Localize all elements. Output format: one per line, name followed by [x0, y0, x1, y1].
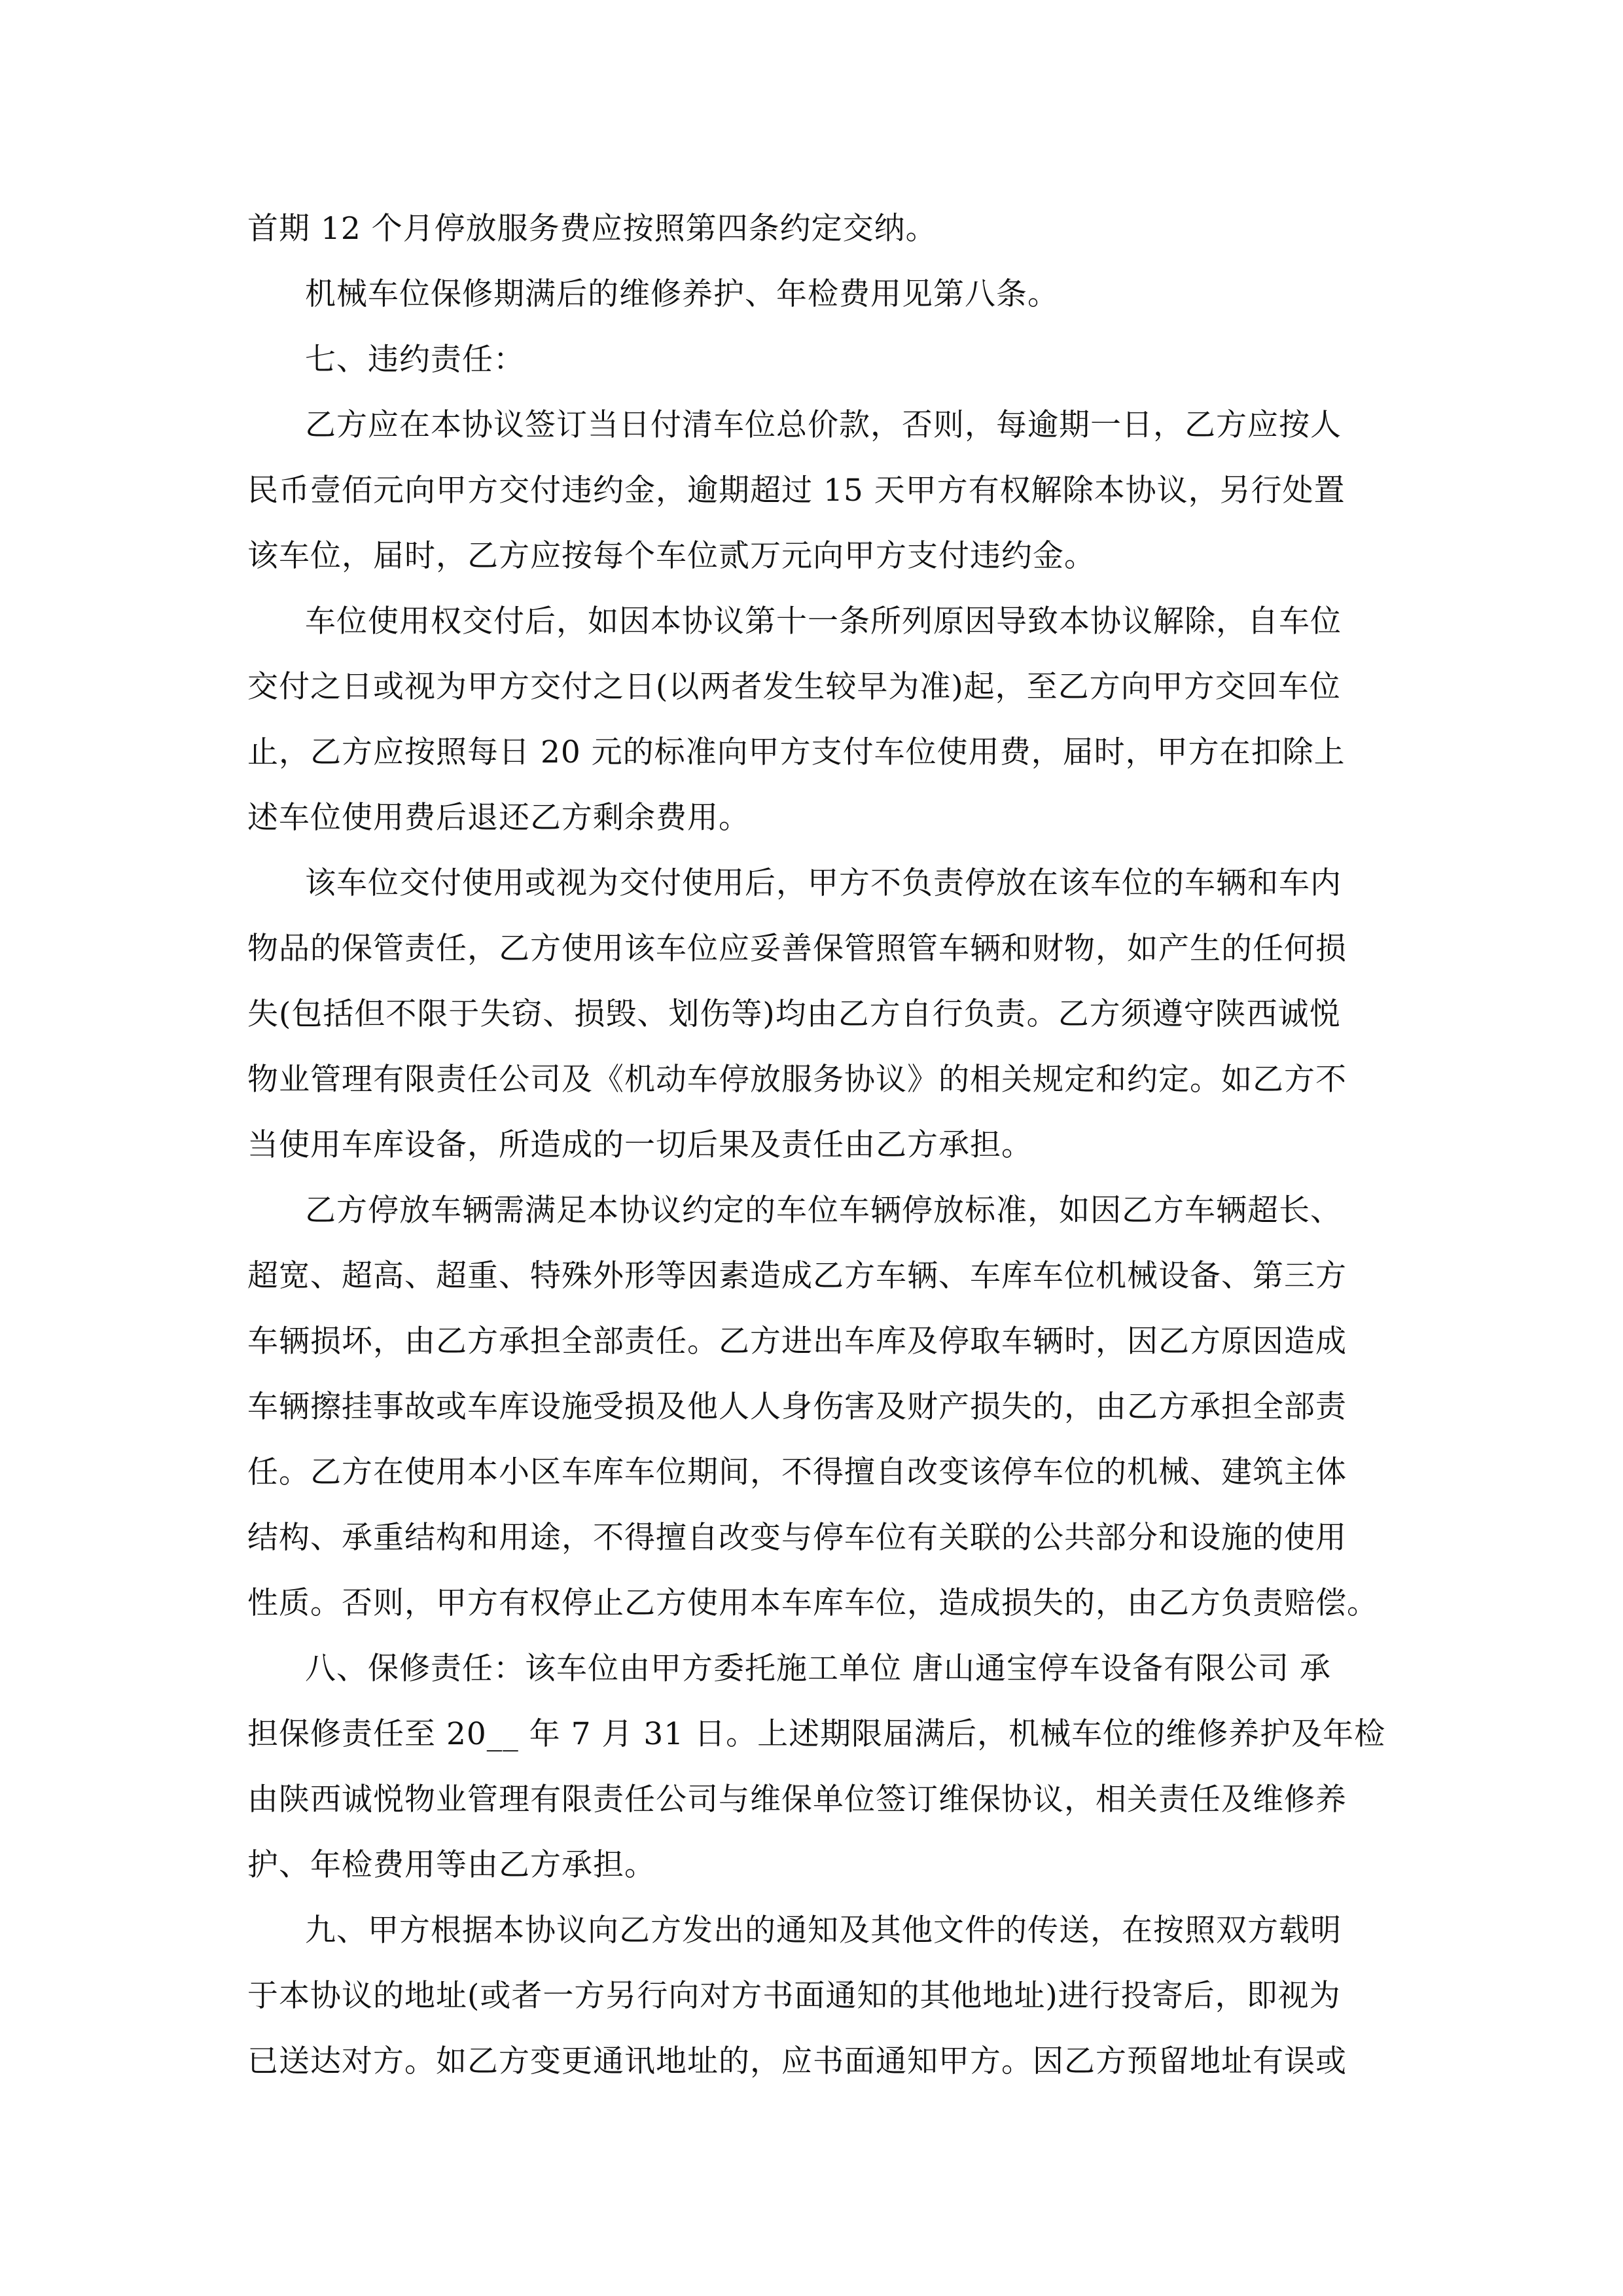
section-heading: 七、违约责任： — [305, 342, 525, 378]
text-line: 该车位交付使用或视为交付使用后，甲方不负责停放在该车位的车辆和车内 — [305, 865, 1342, 901]
text-line: 车辆擦挂事故或车库设施受损及他人人身伤害及财产损失的，由乙方承担全部责 — [247, 1389, 1347, 1425]
text-line: 机械车位保修期满后的维修养护、年检费用见第八条。 — [305, 276, 1059, 312]
text-line: 述车位使用费后退还乙方剩余费用。 — [247, 800, 750, 836]
section-heading: 九、甲方根据本协议向乙方发出的通知及其他文件的传送，在按照双方载明 — [305, 1912, 1342, 1948]
text-line: 止，乙方应按照每日 20 元的标准向甲方支付车位使用费，届时，甲方在扣除上 — [247, 734, 1346, 770]
text-line: 物业管理有限责任公司及《机动车停放服务协议》的相关规定和约定。如乙方不 — [247, 1062, 1347, 1098]
text-line: 结构、承重结构和用途，不得擅自改变与停车位有关联的公共部分和设施的使用 — [247, 1520, 1347, 1556]
text-line: 于本协议的地址(或者一方另行向对方书面通知的其他地址)进行投寄后，即视为 — [247, 1978, 1341, 2014]
text-line: 乙方停放车辆需满足本协议约定的车位车辆停放标准，如因乙方车辆超长、 — [305, 1193, 1342, 1229]
text-line: 担保修责任至 20__ 年 7 月 31 日。上述期限届满后，机械车位的维修养护及年检 — [247, 1716, 1386, 1752]
text-line: 交付之日或视为甲方交付之日(以两者发生较早为准)起，至乙方向甲方交回车位 — [247, 669, 1341, 705]
text-line: 护、年检费用等由乙方承担。 — [247, 1847, 656, 1883]
text-line: 车位使用权交付后，如因本协议第十一条所列原因导致本协议解除，自车位 — [305, 603, 1342, 639]
text-line: 性质。否则，甲方有权停止乙方使用本车库车位，造成损失的，由乙方负责赔偿。 — [247, 1585, 1378, 1621]
text-line: 已送达对方。如乙方变更通讯地址的，应书面通知甲方。因乙方预留地址有误或 — [247, 2043, 1347, 2079]
text-line: 物品的保管责任，乙方使用该车位应妥善保管照管车辆和财物，如产生的任何损 — [247, 931, 1347, 967]
text-line: 该车位，届时，乙方应按每个车位贰万元向甲方支付违约金。 — [247, 538, 1096, 574]
text-line: 任。乙方在使用本小区车库车位期间，不得擅自改变该停车位的机械、建筑主体 — [247, 1454, 1347, 1490]
section-heading: 八、保修责任：该车位由甲方委托施工单位 唐山通宝停车设备有限公司 承 — [305, 1651, 1331, 1687]
text-line: 由陕西诚悦物业管理有限责任公司与维保单位签订维保协议，相关责任及维修养 — [247, 1782, 1347, 1818]
text-line: 当使用车库设备，所造成的一切后果及责任由乙方承担。 — [247, 1127, 1033, 1163]
text-line: 车辆损坏，由乙方承担全部责任。乙方进出车库及停取车辆时，因乙方原因造成 — [247, 1323, 1347, 1359]
text-line: 超宽、超高、超重、特殊外形等因素造成乙方车辆、车库车位机械设备、第三方 — [247, 1258, 1347, 1294]
text-line: 乙方应在本协议签订当日付清车位总价款，否则，每逾期一日，乙方应按人 — [305, 407, 1342, 443]
text-line: 失(包括但不限于失窃、损毁、划伤等)均由乙方自行负责。乙方须遵守陕西诚悦 — [247, 996, 1341, 1032]
text-line: 民币壹佰元向甲方交付违约金，逾期超过 15 天甲方有权解除本协议，另行处置 — [247, 473, 1346, 509]
text-line: 首期 12 个月停放服务费应按照第四条约定交纳。 — [247, 211, 937, 247]
